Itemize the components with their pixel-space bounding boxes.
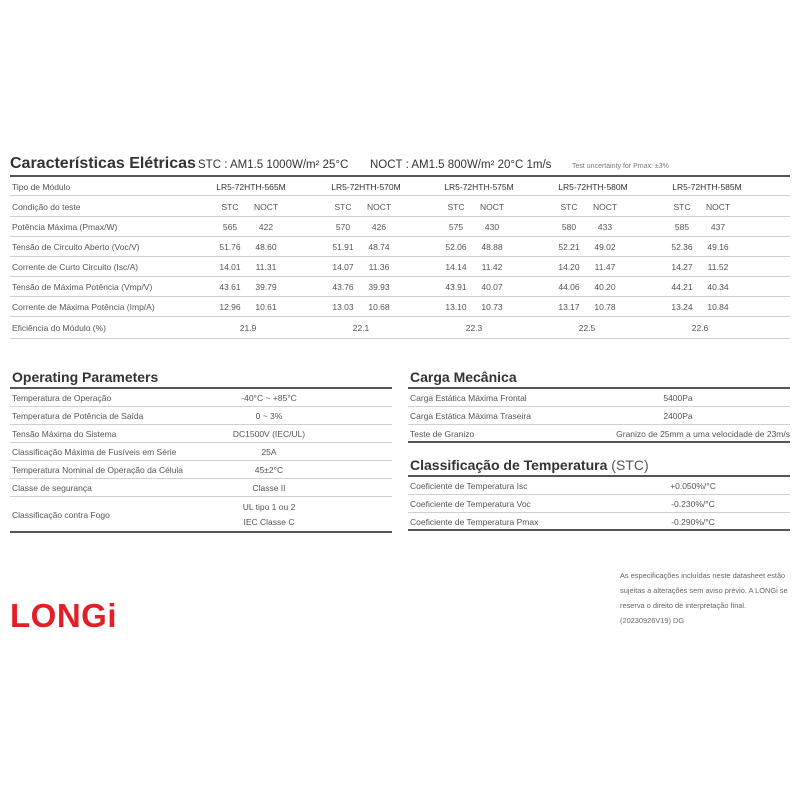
cell: 40.20 (594, 282, 616, 292)
param-value: DC1500V (IEC/UL) (232, 429, 306, 439)
table-row (10, 277, 790, 297)
cell: 14.07 (332, 262, 354, 272)
electrical-title: Características Elétricas (10, 155, 196, 172)
efficiency-value: 22.3 (465, 323, 483, 333)
operating-title: Operating Parameters (12, 369, 159, 385)
temperature-title-text: Classificação de Temperatura (410, 457, 608, 473)
table-row (10, 425, 392, 443)
param-label: Coeficiente de Temperatura Pmax (410, 517, 539, 527)
cell: 430 (484, 222, 500, 232)
table-row (10, 237, 790, 257)
cell: 11.36 (368, 262, 390, 272)
row-label: Corrente de Máxima Potência (Imp/A) (12, 302, 155, 312)
temperature-title (410, 457, 649, 473)
cell: 44.21 (671, 282, 693, 292)
stc-header: STC (447, 202, 465, 212)
cell: 10.73 (481, 302, 503, 312)
param-label: Classificação Máxima de Fusíveis em Série (12, 447, 177, 457)
table-row (408, 477, 790, 495)
param-value: 2400Pa (663, 411, 693, 421)
stc-condition: STC : AM1.5 1000W/m² 25°C (198, 159, 349, 171)
noct-header: NOCT (479, 202, 505, 212)
disclaimer-text: As especificações incluídas neste datasheet estão sujeitas a alterações sem aviso prévio. A LONGi se reserva o direito de interpretação final. (20230926V19) DG (620, 571, 788, 625)
cell: 426 (371, 222, 387, 232)
cell: 44.06 (558, 282, 580, 292)
noct-header: NOCT (705, 202, 731, 212)
cell: 570 (335, 222, 351, 232)
param-label: Teste de Granizo (410, 429, 475, 439)
cell: 48.74 (368, 242, 390, 252)
cell: 48.60 (255, 242, 277, 252)
model-name: LR5-72HTH-565M (216, 182, 286, 192)
param-value: 0 ~ 3% (255, 411, 283, 421)
cell: 11.42 (481, 262, 503, 272)
cell: 40.07 (481, 282, 503, 292)
table-row (408, 425, 790, 443)
model-name: LR5-72HTH-575M (444, 182, 514, 192)
mechanical-title: Carga Mecânica (410, 369, 517, 385)
electrical-header (10, 155, 790, 177)
param-value: IEC Classe C (243, 517, 295, 527)
cell: 43.91 (445, 282, 467, 292)
model-name: LR5-72HTH-585M (672, 182, 742, 192)
noct-condition: NOCT : AM1.5 800W/m² 20°C 1m/s (370, 159, 552, 171)
cell: 13.03 (332, 302, 354, 312)
cell: 51.76 (219, 242, 241, 252)
param-value: 45±2°C (254, 465, 284, 475)
param-value: UL tipo 1 ou 2 (242, 502, 296, 512)
param-label: Temperatura de Potência de Saída (12, 411, 144, 421)
cell: 39.79 (255, 282, 277, 292)
cell: 10.84 (707, 302, 729, 312)
param-label: Coeficiente de Temperatura Isc (410, 481, 528, 491)
cell: 585 (674, 222, 690, 232)
param-label: Coeficiente de Temperatura Voc (410, 499, 531, 509)
cell: 14.20 (558, 262, 580, 272)
row-label: Tensão de Máxima Potência (Vmp/V) (12, 282, 153, 292)
test-condition-row (10, 196, 790, 217)
table-row (10, 479, 392, 497)
cell: 13.17 (558, 302, 580, 312)
cell: 565 (222, 222, 238, 232)
param-value: -0.230%/°C (671, 499, 715, 509)
table-row (408, 513, 790, 531)
cell: 11.47 (594, 262, 616, 272)
cell: 14.27 (671, 262, 693, 272)
cell: 52.21 (558, 242, 580, 252)
test-condition-label: Condição do teste (12, 202, 81, 212)
cell: 43.76 (332, 282, 354, 292)
model-name: LR5-72HTH-570M (331, 182, 401, 192)
cell: 11.31 (255, 262, 277, 272)
cell: 43.61 (219, 282, 241, 292)
table-row (408, 389, 790, 407)
uncertainty-note: Test uncertainty for Pmax: ±3% (572, 163, 669, 170)
table-row (10, 297, 790, 317)
cell: 580 (561, 222, 577, 232)
cell: 10.78 (594, 302, 616, 312)
stc-header: STC (673, 202, 691, 212)
param-label: Carga Estática Máxima Frontal (410, 393, 527, 403)
cell: 14.01 (219, 262, 241, 272)
cell: 433 (597, 222, 613, 232)
cell: 49.02 (594, 242, 616, 252)
cell: 10.68 (368, 302, 390, 312)
cell: 51.91 (332, 242, 354, 252)
temperature-title-suffix: (STC) (611, 457, 649, 473)
model-name: LR5-72HTH-580M (558, 182, 628, 192)
param-value: -40°C ~ +85°C (241, 393, 297, 403)
efficiency-value: 21.9 (239, 323, 257, 333)
param-label: Temperatura Nominal de Operação da Célula (12, 465, 184, 475)
cell: 52.36 (671, 242, 693, 252)
cell: 13.10 (445, 302, 467, 312)
row-label: Tensão de Circuito Aberto (Voc/V) (12, 242, 140, 252)
module-type-row (10, 178, 790, 196)
table-row (10, 497, 392, 533)
param-value: 5400Pa (663, 393, 693, 403)
param-value: -0.290%/°C (671, 517, 715, 527)
cell: 10.61 (255, 302, 277, 312)
cell: 12.96 (219, 302, 241, 312)
cell: 39.93 (368, 282, 390, 292)
cell: 40.34 (707, 282, 729, 292)
efficiency-value: 22.1 (352, 323, 370, 333)
cell: 11.52 (707, 262, 729, 272)
stc-header: STC (334, 202, 352, 212)
cell: 437 (710, 222, 726, 232)
longi-logo: LONGi (10, 597, 117, 634)
cell: 13.24 (671, 302, 693, 312)
table-row (10, 407, 392, 425)
cell: 49.16 (707, 242, 729, 252)
table-row (10, 443, 392, 461)
efficiency-value: 22.6 (691, 323, 709, 333)
efficiency-value: 22.5 (578, 323, 596, 333)
param-value: +0.050%/°C (670, 481, 716, 491)
param-label: Classificação contra Fogo (12, 510, 110, 520)
param-value: Classe II (252, 483, 286, 493)
module-type-label: Tipo de Módulo (12, 182, 71, 192)
param-label: Carga Estática Máxima Traseira (410, 411, 531, 421)
table-row (10, 461, 392, 479)
table-row (10, 389, 392, 407)
cell: 48.88 (481, 242, 503, 252)
param-value: Granizo de 25mm a uma velocidade de 23m/s (616, 429, 790, 439)
stc-header: STC (560, 202, 578, 212)
stc-header: STC (221, 202, 239, 212)
noct-header: NOCT (253, 202, 279, 212)
cell: 422 (258, 222, 274, 232)
table-row (10, 257, 790, 277)
param-label: Classe de segurança (12, 483, 92, 493)
efficiency-label: Eficiência do Módulo (%) (12, 323, 107, 333)
table-row (10, 217, 790, 237)
param-label: Temperatura de Operação (12, 393, 112, 403)
table-row (408, 495, 790, 513)
row-label: Corrente de Curto Circuito (Isc/A) (12, 262, 139, 272)
table-row (408, 407, 790, 425)
noct-header: NOCT (366, 202, 392, 212)
param-value: 25A (261, 447, 277, 457)
cell: 14.14 (445, 262, 467, 272)
row-label: Potência Máxima (Pmax/W) (12, 222, 118, 232)
noct-header: NOCT (592, 202, 618, 212)
cell: 52.06 (445, 242, 467, 252)
cell: 575 (448, 222, 464, 232)
param-label: Tensão Máxima do Sistema (12, 429, 117, 439)
efficiency-row (10, 317, 790, 339)
